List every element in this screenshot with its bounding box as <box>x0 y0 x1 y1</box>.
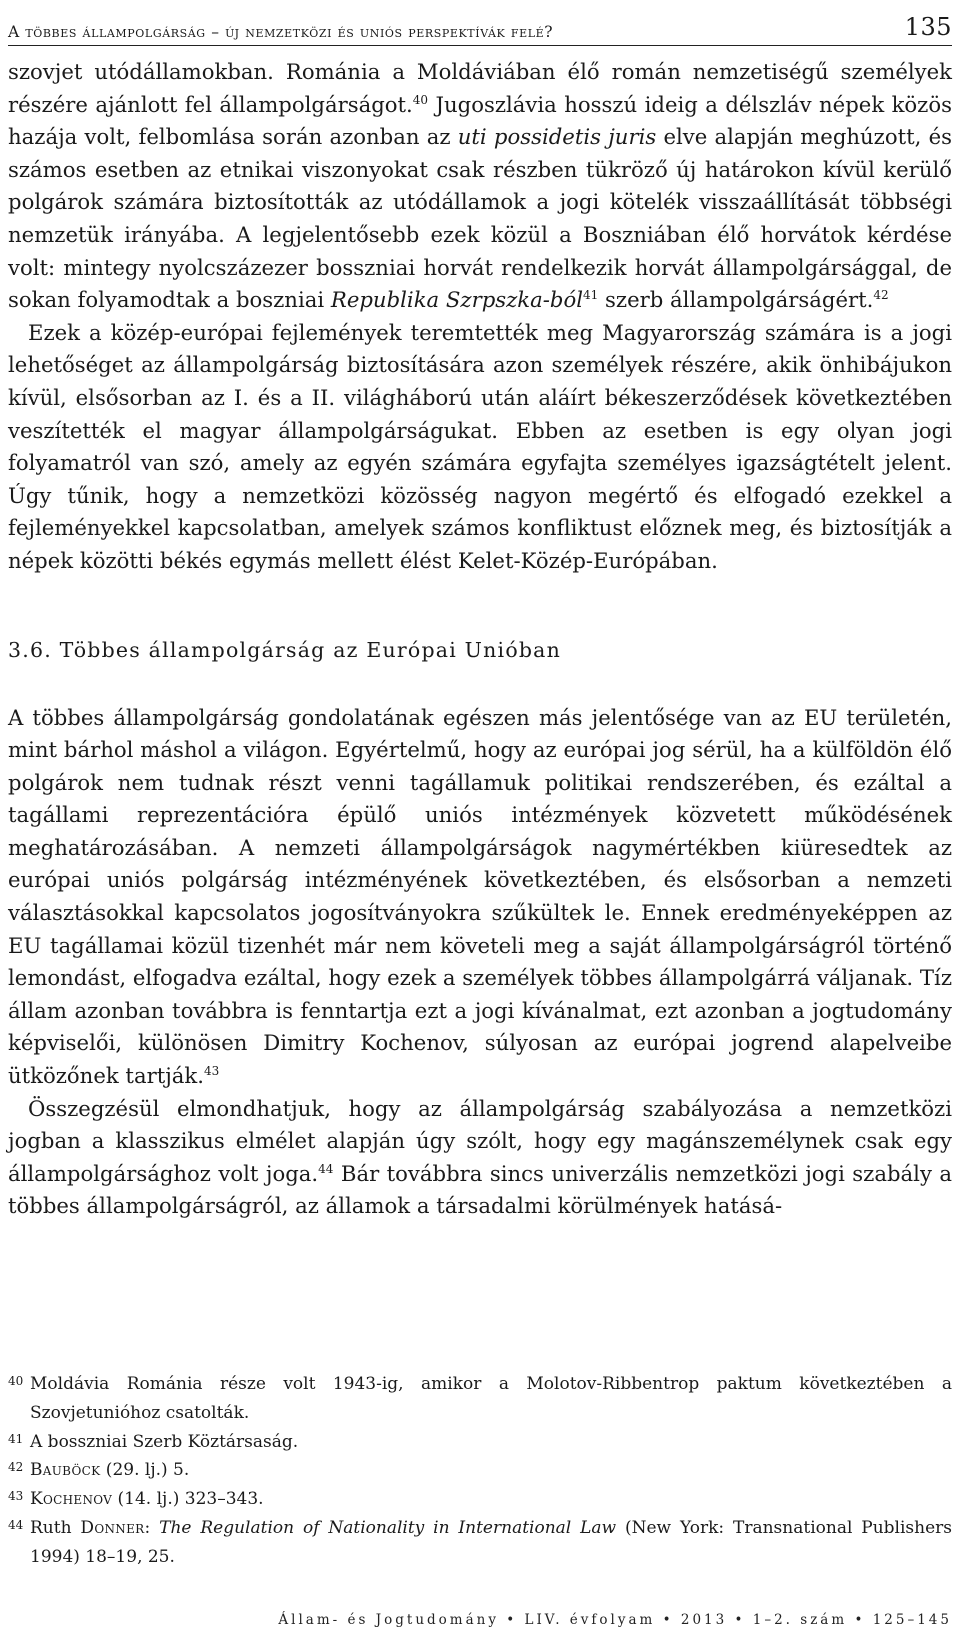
footnote-ref-41[interactable]: 41 <box>583 288 599 303</box>
paragraph-4 <box>8 1093 952 1223</box>
paragraph-3-text: A többes állampolgárság gondolatának egészen más jelentősége van az EU területén, mint bárhol máshol a világon. Egyértelmű, hogy az európai jog sérül, ha a külföldön élő polgárok nem tudnak részt venni tagállamuk politikai rendszerében, és ezáltal a tagállami reprezentációra épülő uniós intézmények közvetett működésének meghatározásában. A nemzeti állampolgárságok nagymértékben kiüresedtek az európai uniós polgárság intézményének következtében, és elsősorban a nemzeti választásokkal kapcsolatos jogosítványokra szűkültek le. Ennek eredményeképpen az EU tagállamai közül tizenhét már nem követeli meg a saját állampolgárságról történő lemondást, elfogadva ezáltal, hogy ezek a személyek többes állampolgárrá váljanak. Tíz állam azonban továbbra is fenntartja ezt a jogi kívánalmat, ezt azonban a jogtudomány képviselői, különösen Dimitry Kochenov, súlyosan az európai jogrend alapelveibe ütközőnek tartják. <box>8 704 952 1089</box>
paragraph-1-text-d: szerb állampolgárságért. <box>598 287 874 313</box>
footnote-number: 42 <box>8 1460 24 1475</box>
footnote-text <box>30 1514 952 1572</box>
footnote-40 <box>8 1370 952 1428</box>
footnote-separator: : <box>144 1517 160 1538</box>
footnote-author-first: Ruth <box>30 1517 81 1538</box>
footnote-author: Kochenov <box>30 1489 113 1510</box>
footnotes <box>8 1370 952 1572</box>
footnote-text: A bosszniai Szerb Köztársaság. <box>30 1431 299 1452</box>
footnote-citation: (New York: Transnational Publishers 1994) 18–19, 25. <box>30 1517 952 1567</box>
running-header <box>8 10 952 46</box>
footnote-number: 41 <box>8 1431 24 1446</box>
footnote-text <box>30 1456 952 1485</box>
footnote-ref-40[interactable]: 40 <box>412 92 429 107</box>
latin-term: uti possidetis juris <box>457 124 657 150</box>
document-page <box>8 0 952 1639</box>
journal-footer: Állam- és Jogtudomány • LIV. évfolyam • 2013 • 1–2. szám • 125–145 <box>278 1612 952 1628</box>
footnote-number: 40 <box>8 1374 24 1388</box>
footnote-42 <box>8 1456 952 1485</box>
footnote-ref-43[interactable]: 43 <box>204 1064 220 1079</box>
footnote-citation: (29. lj.) 5. <box>100 1460 190 1481</box>
paragraph-2: Ezek a közép-európai fejlemények teremtették meg Magyarország számára is a jogi lehetőséget az állampolgárság biztosítására azon személyek részére, akik önhibájukon kívül, elsősorban az I. és a II. világháború után aláírt békeszerződések következtében veszítették el magyar állampolgárságukat. Ebben az esetben is egy olyan jogi folyamatról van szó, amely az egyén számára egyfajta személyes igazságtételt jelent. Úgy tűnik, hogy a nemzetközi közösség nagyon megértő és elfogadó ezekkel a fejleményekkel kapcsolatban, amelyek számos konfliktust előznek meg, és biztosítják a népek közötti békés egymás mellett élést Kelet-Közép-Európában. <box>8 319 952 573</box>
paragraph-1-text-a: szovjet utódállamokban. Románia a Moldáviában élő román nemzetiségű személyek részére ajánlott fel állampolgárságot. <box>8 59 952 117</box>
paragraph-4-text-b: Bár továbbra sincs univerzális nemzetközi jogi szabály a többes állampolgárságról, az államok a társadalmi körülmények hatásá- <box>8 1160 953 1219</box>
running-header-title: A többes állampolgárság – új nemzetközi és uniós perspektívák felé? <box>8 23 554 41</box>
footnote-text <box>30 1485 952 1514</box>
paragraph-1 <box>8 56 952 317</box>
footnote-author: Donner <box>80 1517 145 1538</box>
footnote-44 <box>8 1514 952 1572</box>
footnote-43 <box>8 1485 952 1514</box>
footnote-text: Moldávia Románia része volt 1943-ig, amikor a Molotov-Ribbentrop paktum következtében a Szovjetunióhoz csatolták. <box>30 1374 952 1423</box>
footnote-number: 44 <box>8 1517 24 1532</box>
footnote-author: Bauböck <box>30 1460 101 1481</box>
footnote-book-title: The Regulation of Nationality in International Law <box>159 1517 617 1538</box>
paragraph-4-text-a: Összegzésül elmondhatjuk, hogy az állampolgárság szabályozása a nemzetközi jogban a klasszikus elmélet alapján úgy szólt, hogy egy magánszemélynek csak egy állampolgársághoz volt joga. <box>8 1095 952 1186</box>
footnote-number: 43 <box>8 1489 24 1504</box>
footnote-ref-44[interactable]: 44 <box>318 1161 334 1176</box>
article-body <box>8 56 952 1223</box>
paragraph-3 <box>8 702 952 1093</box>
page-number: 135 <box>904 13 952 41</box>
footnote-41 <box>8 1428 952 1457</box>
paragraph-1-text-b: Jugoszlávia hosszú ideig a délszláv népek közös hazája volt, felbomlása során azonban az <box>8 91 952 150</box>
footnote-ref-42[interactable]: 42 <box>873 288 889 303</box>
paragraph-1-text-c: elve alapján meghúzott, és számos esetben az etnikai viszonyokat csak részben tükröző új határokon kívül kerülő polgárok számára biztosították az utódállamok a jogi kötelék visszaállítását többségi nemzetük irányába. A legjelentősebb ezek közül a Boszniában élő horvátok kérdése volt: mintegy nyolcszázezer bosszniai horvát rendelkezik horvát állampolgársággal, de sokan folyamodtak a boszniai <box>8 124 952 313</box>
republika-srpska-term: Republika Szrpszka-ból <box>330 287 584 313</box>
footnote-citation: (14. lj.) 323–343. <box>112 1489 264 1510</box>
section-heading: 3.6. Többes állampolgárság az Európai Unióban <box>8 637 562 662</box>
